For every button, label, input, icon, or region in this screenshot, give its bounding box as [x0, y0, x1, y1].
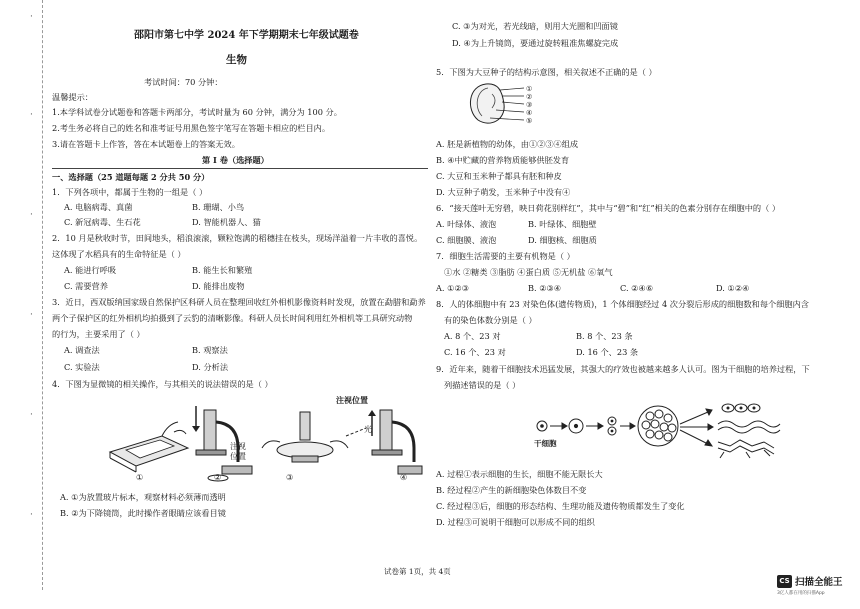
- q2-option-b: B. 能生长和繁殖: [192, 265, 253, 275]
- q3-option-c: C. 实验法: [64, 362, 100, 372]
- q8-option-c: C. 16 个、23 对: [444, 347, 506, 357]
- q4-option-c: C. ③为对光，若光线暗，则用大光圈和凹面镜: [452, 21, 618, 31]
- figure-label-2: ②: [214, 473, 222, 482]
- q3-option-d: D. 分析法: [192, 362, 229, 372]
- scanner-app-name: 扫描全能王: [795, 577, 843, 588]
- figure-4-raise-tube: [368, 410, 422, 474]
- notice-1: 1.本学科试卷分试题卷和答题卡两部分，考试时量为 60 分钟，满分为 100 分。: [52, 107, 342, 117]
- q9-stem: 9．近年来，随着干细胞技术迅猛发展，其强大的疗效也被越来越多人认可。图为干细胞的培养过程，下: [436, 364, 810, 374]
- q5-stem: 5．下图为大豆种子的结构示意图，相关叙述不正确的是（ ）: [436, 67, 657, 77]
- q9-option-c: C. 经过程③后，细胞的形态结构、生理功能及遗传物质都发生了变化: [436, 501, 685, 511]
- notice-3: 3.请在答题卡上作答，答在本试题卷上的答案无效。: [52, 139, 240, 149]
- q2-stem: 2．10 月是秋收时节，田间地头，稻浪滚滚，颗粒饱满的稻穗挂在枝头，现场洋溢着一片丰收的喜悦。: [52, 233, 423, 243]
- q9-stem-line2: 列描述错误的是（ ）: [444, 380, 521, 390]
- figure-3-light-label: 光: [364, 425, 372, 434]
- q8-stem-line2: 有的染色体数分别是（ ）: [444, 315, 537, 325]
- q8-stem: 8．人的体细胞中有 23 对染色体(遗传物质)，1 个体细胞经过 4 次分裂后形成的细胞数和每个细胞内含: [436, 299, 809, 309]
- q7-option-b: B. ②③④: [528, 283, 562, 293]
- q3-stem-line3: 的行为，主要采用了（ ）: [52, 329, 145, 339]
- stem-cell-label: 干细胞: [534, 439, 557, 448]
- q7-stem: 7．细胞生活需要的主要有机物是（ ）: [436, 251, 575, 261]
- notice-title: 温馨提示：: [52, 92, 93, 102]
- microscope-operations-figure: [104, 392, 424, 484]
- q1-option-a: A. 电脑病毒、真菌: [64, 202, 133, 212]
- q8-option-a: A. 8 个、23 对: [444, 331, 501, 341]
- q1-option-c: C. 新冠病毒、生石花: [64, 217, 141, 227]
- scanner-tagline: 3亿人都在用的扫描App: [777, 591, 825, 596]
- q5-option-c: C. 大豆和玉米种子都具有胚和种皮: [436, 171, 562, 181]
- exam-title: 邵阳市第七中学 2024 年下学期期末七年级试题卷: [134, 30, 359, 41]
- seed-label-1: ①: [526, 85, 533, 93]
- q6-option-d: D. 细胞核、细胞质: [528, 235, 597, 245]
- seed-label-5: ⑤: [526, 117, 533, 125]
- q4-stem: 4．下图为显微镜的相关操作，与其相关的说法错误的是（ ）: [52, 379, 273, 389]
- q5-option-b: B. ④中贮藏的营养物质能够供胚发育: [436, 155, 570, 165]
- q7-option-a: A. ①②③: [436, 283, 470, 293]
- q6-stem: 6．“接天莲叶无穷碧，映日荷花别样红”，其中与“碧”和“红”相关的色素分别存在细胞中的（ ）: [436, 203, 781, 213]
- q9-option-b: B. 经过程②产生的新细胞染色体数目不变: [436, 485, 587, 495]
- figure-3-light-adjust: [262, 412, 366, 462]
- scanner-logo-icon: CS: [777, 575, 792, 588]
- q6-option-a: A. 叶绿体、液泡: [436, 219, 497, 229]
- q3-stem: 3．近日，西双版纳国家级自然保护区科研人员在整理回收红外相机影像资料时发现，放置在勐腊和勐养: [52, 297, 426, 307]
- figure-label-3: ③: [286, 473, 294, 482]
- q8-option-b: B. 8 个、23 条: [576, 331, 633, 341]
- q4-option-a: A. ①为放置玻片标本，观察材料必须薄而透明: [60, 492, 226, 502]
- q8-option-d: D. 16 个、23 条: [576, 347, 639, 357]
- q4-option-d: D. ④为上升镜筒，要通过旋转粗准焦螺旋完成: [452, 38, 619, 48]
- section-title: 一、选择题（25 道题每题 2 分共 50 分）: [52, 172, 210, 182]
- stem-cell-culture-figure: [532, 400, 792, 460]
- q3-option-b: B. 观察法: [192, 345, 228, 355]
- q3-stem-line2: 两个子保护区的红外相机均拍摄到了云豹的清晰影像。科研人员长时间利用红外相机等工具研究动物: [52, 313, 413, 323]
- figure-4-gaze-label: 注视位置: [336, 395, 368, 405]
- seed-label-3: ③: [526, 101, 533, 109]
- part-title: 第 I 卷（选择题）: [202, 155, 269, 165]
- q7-option-c: C. ②④⑥: [620, 283, 654, 293]
- page-footer: 试卷第 1页，共 4页: [384, 567, 451, 576]
- q3-option-a: A. 调查法: [64, 345, 100, 355]
- exam-subject: 生物: [226, 54, 247, 66]
- q9-option-d: D. 过程③可说明干细胞可以形成不同的组织: [436, 517, 595, 527]
- q2-option-a: A. 能进行呼吸: [64, 265, 117, 275]
- seed-label-2: ②: [526, 93, 533, 101]
- q2-stem-line2: 这体现了水稻具有的生命特征是（ ）: [52, 249, 186, 259]
- q2-option-d: D. 能排出废物: [192, 281, 245, 291]
- figure-2-gaze-label: 注视位置: [230, 442, 246, 461]
- q6-option-b: B. 叶绿体、细胞壁: [528, 219, 597, 229]
- q5-option-d: D. 大豆种子萌发，玉米种子中没有④: [436, 187, 571, 197]
- figure-label-4: ④: [400, 473, 408, 482]
- q1-option-d: D. 智能机器人、猫: [192, 217, 261, 227]
- figure-label-1: ①: [136, 473, 144, 482]
- scanner-watermark: [777, 573, 847, 599]
- section-divider: [52, 168, 428, 169]
- q1-stem: 1．下列各项中，都属于生物的一组是（ ）: [52, 187, 208, 197]
- figure-1-slide-placement: [110, 422, 188, 472]
- binding-margin-line: · · · · · ·: [28, 0, 43, 590]
- exam-time: 考试时间：70 分钟：: [144, 77, 223, 87]
- seed-label-4: ④: [526, 109, 533, 117]
- q4-option-b: B. ②为下降镜筒，此时操作者眼睛应该看目镜: [60, 508, 226, 518]
- q5-option-a: A. 胚是新植物的幼体，由①②③④组成: [436, 139, 579, 149]
- q7-option-d: D. ①②④: [716, 283, 750, 293]
- soybean-seed-figure: [464, 80, 554, 128]
- q9-option-a: A. 过程①表示细胞的生长，细胞不能无限长大: [436, 469, 603, 479]
- notice-2: 2.考生务必将自己的姓名和准考证号用黑色签字笔写在答题卡相应的栏目内。: [52, 123, 331, 133]
- q7-items: ①水 ②糖类 ③脂肪 ④蛋白质 ⑤无机盐 ⑥氧气: [444, 267, 613, 277]
- q2-option-c: C. 需要营养: [64, 281, 108, 291]
- q1-option-b: B. 珊瑚、小鸟: [192, 202, 245, 212]
- q6-option-c: C. 细胞膜、液泡: [436, 235, 497, 245]
